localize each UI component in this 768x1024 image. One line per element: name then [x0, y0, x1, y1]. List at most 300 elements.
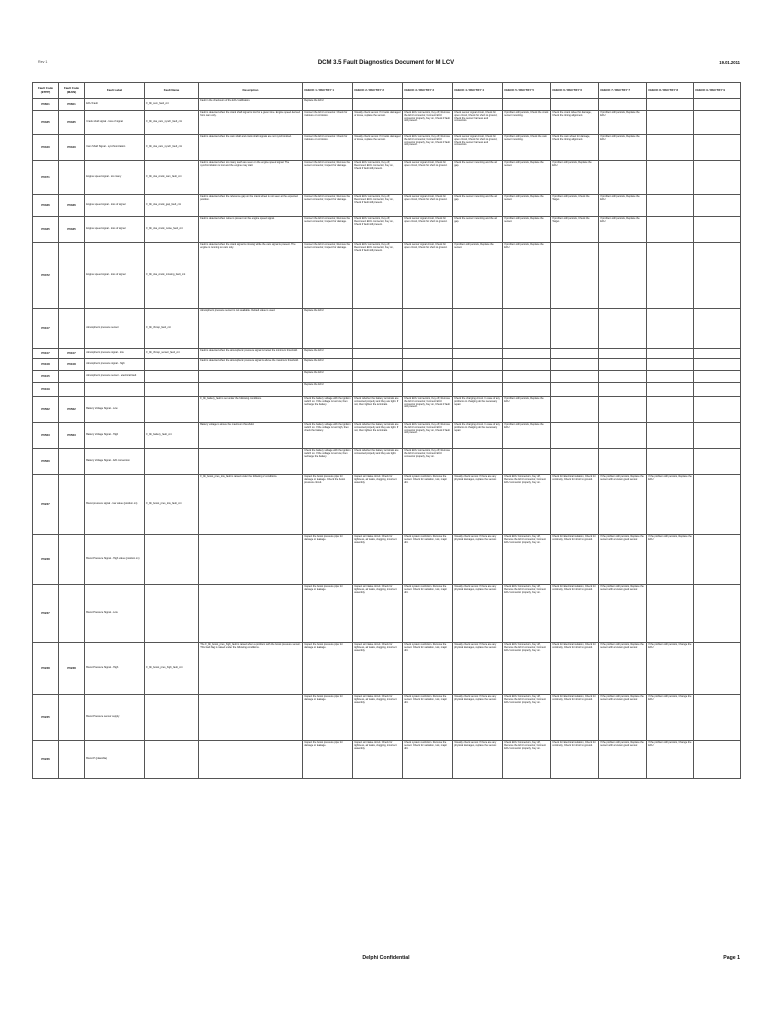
- table-row: [33, 161, 741, 195]
- confidential-label: Delphi Confidential: [362, 955, 410, 961]
- fault-code-etpp: P0236: [33, 741, 59, 779]
- check-9-cell: [694, 135, 741, 161]
- fault-description: Fault is detected when the atmospheric pressure signal is above the maximum threshold.: [199, 359, 303, 371]
- check-7-cell: [599, 371, 647, 383]
- col-check-5: CHECK 5 / RECTIFY 5: [503, 83, 551, 99]
- fault-description: Fault is detected when the atmospheric pressure signal is below the minimum threshold.: [199, 349, 303, 359]
- check-2-cell: Inspect air intake circuit. Check for tightness, air leaks, clogging, incorrect assembly.: [353, 535, 403, 585]
- check-9-cell: [694, 309, 741, 349]
- check-1-cell: Check the battery voltage with the ignition switch on. If the voltage is too high, then check the battery.: [303, 423, 353, 449]
- check-2-cell: [353, 383, 403, 397]
- check-2-cell: Check ECU connectors, Key off, Reconnect ECU connector, Key on, Check if fault still present.: [353, 195, 403, 217]
- fault-name: F_fdi_cka_crank_noise_fault_cnt: [145, 217, 199, 243]
- check-1-cell: Replace the ECU: [303, 359, 353, 371]
- check-5-cell: Check ECU Connectors, Key off, Remove the ECU connector, Connect ECU connector properly, Key on.: [503, 741, 551, 779]
- revision-label: Rev 1: [38, 60, 48, 64]
- check-7-cell: If problem still persists, Replace the ECU: [599, 195, 647, 217]
- check-2-cell: Check ECU connectors, Key off, Reconnect ECU connector, Key on, Check if fault still present.: [353, 217, 403, 243]
- check-4-cell: [453, 359, 503, 371]
- table-row: [33, 359, 741, 371]
- fault-label: Engine speed signal - loss of signal: [85, 243, 145, 309]
- check-8-cell: [647, 359, 694, 371]
- col-check-9: CHECK 9 / RECTIFY 9: [694, 83, 741, 99]
- check-5-cell: If problem still persists, Replace the sensor.: [503, 217, 551, 243]
- table-row: [33, 349, 741, 359]
- fault-code-main: P0335: [59, 111, 85, 135]
- table-row: [33, 475, 741, 535]
- fault-label: Engine speed signal - loss of signal: [85, 217, 145, 243]
- check-5-cell: Check ECU Connectors, Key off, Remove the ECU connector, Connect ECU connector properly, Key on.: [503, 585, 551, 643]
- fault-label: [85, 383, 145, 397]
- table-row: [33, 695, 741, 741]
- check-1-cell: Inspect the boost pressure pipe for damage or leakage.: [303, 695, 353, 741]
- check-3-cell: Check ECU connectors, Key off, Remove the ECU connector, Connect ECU connector properly, Key on, Check if fault still present.: [403, 397, 453, 423]
- fault-name: F_fdi_cka_cam_synch_fault_cnt: [145, 135, 199, 161]
- fault-description: Battery voltage is above the maximum threshold.: [199, 423, 303, 449]
- check-7-cell: [599, 99, 647, 111]
- check-5-cell: [503, 449, 551, 475]
- check-1-cell: Inspect the boost pressure pipe for damage or leakage.: [303, 585, 353, 643]
- check-3-cell: Check ECU connectors, Key off, Remove the ECU connector, Connect ECU connector properly, Key on, Check if fault still present.: [403, 135, 453, 161]
- check-1-cell: Inspect the boost pressure pipe for damage or leakage.: [303, 741, 353, 779]
- fault-description: Fault is detected when too many teeth are seen on the engine speed signal. The synchronization is lost and the engine may stall.: [199, 161, 303, 195]
- fault-code-main: P0335: [59, 217, 85, 243]
- check-9-cell: [694, 397, 741, 423]
- check-3-cell: [403, 371, 453, 383]
- check-4-cell: [453, 383, 503, 397]
- check-8-cell: [647, 449, 694, 475]
- fault-name: F_fdi_thmsp_sensor_fault_cnt: [145, 349, 199, 359]
- fault-name: F_fdi_cka_cam_synch_fault_cnt: [145, 111, 199, 135]
- fault-name: F_fdi_battery_fault_cnt: [145, 423, 199, 449]
- check-3-cell: Check system restriction. Remove the sensor. Check for variation, rust, major dirt.: [403, 741, 453, 779]
- fault-label: Boost Pressure sensor supply: [85, 695, 145, 741]
- check-6-cell: If problem still persists, Replace the ECU: [551, 161, 599, 195]
- check-9-cell: [694, 349, 741, 359]
- check-9-cell: [694, 475, 741, 535]
- check-5-cell: [503, 99, 551, 111]
- check-2-cell: Visually check sensor. If it looks damaged or loose, replace the sensor.: [353, 135, 403, 161]
- check-9-cell: [694, 217, 741, 243]
- check-8-cell: [647, 243, 694, 309]
- check-4-cell: Check the sensor mounting and the air gap.: [453, 195, 503, 217]
- check-3-cell: Check sensor signal circuit, Check for open circuit, Check for short to ground.: [403, 217, 453, 243]
- table-row: [33, 243, 741, 309]
- col-fault-label: Fault Label: [85, 83, 145, 99]
- check-9-cell: [694, 99, 741, 111]
- check-2-cell: Inspect air intake circuit. Check for tightness, air leaks, clogging, incorrect assembly.: [353, 741, 403, 779]
- fault-label: Atmospheric pressure signal - high: [85, 359, 145, 371]
- check-1-cell: Inspect the boost pressure pipe for damage or leakage.: [303, 643, 353, 695]
- check-5-cell: Check ECU Connectors, Key off, Remove the ECU connector, Connect ECU connector properly, Key on.: [503, 643, 551, 695]
- document-title: DCM 3.5 Fault Diagnostics Document for M LCV: [317, 60, 455, 66]
- fault-description: F_fdi_boost_pres_low_fault is raised under the following 2 conditions.: [199, 475, 303, 535]
- fault-description: F_fdi_battery_fault is set under the following conditions.: [199, 397, 303, 423]
- check-6-cell: [551, 309, 599, 349]
- check-9-cell: [694, 161, 741, 195]
- check-8-cell: [647, 217, 694, 243]
- check-4-cell: Visually check sensor. If there are any physical damages, replace the sensor.: [453, 585, 503, 643]
- fault-code-main: P0563: [59, 423, 85, 449]
- fault-code-etpp: P0372: [33, 243, 59, 309]
- check-1-cell: Connect the ECU connector, Remove the sensor connector, Inspect for damage.: [303, 243, 353, 309]
- fault-name: [145, 695, 199, 741]
- check-3-cell: Check ECU connectors, Key off, Remove the ECU connector, Connect ECU connector properly, Key on, Check if fault still present.: [403, 111, 453, 135]
- check-5-cell: [503, 359, 551, 371]
- fault-code-etpp: P0562: [33, 397, 59, 423]
- check-7-cell: If the problem still persists, Replace the sensor with a known good sensor.: [599, 643, 647, 695]
- fault-code-main: [59, 695, 85, 741]
- check-7-cell: If problem still persists, Replace the ECU: [599, 135, 647, 161]
- check-8-cell: [647, 349, 694, 359]
- check-1-cell: Connect the ECU connector. Check for moisture or corrosion.: [303, 111, 353, 135]
- check-6-cell: Check the cam wheel for damage, Check the timing alignment.: [551, 135, 599, 161]
- check-5-cell: [503, 309, 551, 349]
- check-6-cell: [551, 99, 599, 111]
- check-4-cell: Visually check sensor. If there are any physical damages, replace the sensor.: [453, 535, 503, 585]
- table-row: [33, 741, 741, 779]
- fault-code-etpp: P0560: [33, 449, 59, 475]
- check-9-cell: [694, 195, 741, 217]
- fault-description: [199, 695, 303, 741]
- check-4-cell: Visually check sensor. If there are any physical damages, replace the sensor.: [453, 695, 503, 741]
- check-4-cell: [453, 309, 503, 349]
- check-2-cell: Inspect air intake circuit. Check for tightness, air leaks, clogging, incorrect assembly.: [353, 695, 403, 741]
- check-3-cell: [403, 359, 453, 371]
- fault-label: Boost Pressure Signal - Low: [85, 585, 145, 643]
- fault-label: Battery Voltage Signal - Low: [85, 397, 145, 423]
- check-7-cell: If the problem still persists, Replace the sensor with a known good sensor.: [599, 535, 647, 585]
- fault-code-main: [59, 371, 85, 383]
- check-5-cell: If problem still persists, Replace the sensor.: [503, 161, 551, 195]
- check-1-cell: Connect the ECU connector, Remove the sensor connector, Inspect for damage.: [303, 195, 353, 217]
- table-row: [33, 371, 741, 383]
- fault-name: [145, 741, 199, 779]
- fault-code-main: [59, 585, 85, 643]
- fault-label: Engine speed signal - loss of signal: [85, 195, 145, 217]
- check-8-cell: [647, 585, 694, 643]
- check-3-cell: [403, 99, 453, 111]
- fault-description: Atmospheric pressure sensor is not available. Default value is used.: [199, 309, 303, 349]
- table-row: [33, 309, 741, 349]
- fault-label: Engine speed signal - too many: [85, 161, 145, 195]
- check-4-cell: Check the sensor mounting and the air gap.: [453, 161, 503, 195]
- check-2-cell: [353, 359, 403, 371]
- fault-label: Crank shaft signal - loss of signal: [85, 111, 145, 135]
- check-6-cell: [551, 359, 599, 371]
- fault-label: Boost Pressure Signal - High: [85, 643, 145, 695]
- col-check-4: CHECK 4 / RECTIFY 4: [453, 83, 503, 99]
- fault-code-main: P0340: [59, 135, 85, 161]
- table-row: [33, 99, 741, 111]
- check-7-cell: [599, 397, 647, 423]
- check-3-cell: Check system restriction. Remove the sensor. Check for variation, rust, major dirt.: [403, 585, 453, 643]
- col-check-6: CHECK 6 / RECTIFY 6: [551, 83, 599, 99]
- check-4-cell: [453, 349, 503, 359]
- check-6-cell: Check for Electrical isolation, Check for continuity, Check for short to ground.: [551, 695, 599, 741]
- fault-name: F_fdi_boost_pres_high_fault_cnt: [145, 643, 199, 695]
- fault-label: Boost pressure signal - low value (position on): [85, 475, 145, 535]
- fault-description: [199, 383, 303, 397]
- col-check-3: CHECK 3 / RECTIFY 3: [403, 83, 453, 99]
- col-fault-code-main: Fault Code (MAIN): [59, 83, 85, 99]
- col-check-8: CHECK 8 / RECTIFY 8: [647, 83, 694, 99]
- check-7-cell: If the problem still persists, Replace the sensor with a known good sensor.: [599, 475, 647, 535]
- table-row: [33, 195, 741, 217]
- table-row: [33, 217, 741, 243]
- check-9-cell: [694, 585, 741, 643]
- check-7-cell: If the problem still persists, Replace the sensor with a known good sensor.: [599, 585, 647, 643]
- check-5-cell: If problem still persists, Check the crank sensor mounting.: [503, 111, 551, 135]
- check-3-cell: [403, 349, 453, 359]
- check-6-cell: [551, 397, 599, 423]
- table-row: [33, 383, 741, 397]
- check-7-cell: [599, 161, 647, 195]
- check-2-cell: Check whether the battery terminals are connected properly and they are tight.: [353, 449, 403, 475]
- fault-name: [145, 449, 199, 475]
- check-8-cell: If the problem still persists, Replace the ECU: [647, 475, 694, 535]
- table-row: [33, 135, 741, 161]
- fault-name: F_fdi_sum_fault_cnt: [145, 99, 199, 111]
- col-fault-name: Fault Name: [145, 83, 199, 99]
- fault-label: Battery Voltage Signal - High: [85, 423, 145, 449]
- check-6-cell: If problem still persists, Check the Target.: [551, 217, 599, 243]
- check-3-cell: [403, 309, 453, 349]
- check-5-cell: Check ECU Connectors, Key off, Remove the ECU connector, Connect ECU connector properly, Key on.: [503, 475, 551, 535]
- fault-label: ECU Fault: [85, 99, 145, 111]
- check-9-cell: [694, 371, 741, 383]
- check-9-cell: [694, 695, 741, 741]
- fault-code-etpp: P0105: [33, 371, 59, 383]
- fault-description: Fault is detected when the crank shaft signal is lost for a given time. Engine speed derived from cam only.: [199, 111, 303, 135]
- check-7-cell: If problem still persists, Replace the ECU: [599, 111, 647, 135]
- col-check-1: CHECK 1 / RECTIFY 1: [303, 83, 353, 99]
- check-1-cell: Check the battery voltage with the ignition switch on. If the voltage is too low, then recharge the battery.: [303, 449, 353, 475]
- check-5-cell: If problem still persists, Replace the ECU: [503, 397, 551, 423]
- check-4-cell: Check sensor signal circuit, Check for open circuit, Check for short to ground, Check the sensor harness and connectors.: [453, 135, 503, 161]
- fault-code-main: [59, 449, 85, 475]
- table-row: [33, 111, 741, 135]
- check-5-cell: If problem still persists, Replace the sensor.: [503, 195, 551, 217]
- fault-description: [199, 371, 303, 383]
- table-row: [33, 585, 741, 643]
- fault-name: [145, 371, 199, 383]
- col-check-7: CHECK 7 / RECTIFY 7: [599, 83, 647, 99]
- check-1-cell: Connect the ECU connector, Remove the sensor connector, Inspect for damage.: [303, 217, 353, 243]
- fault-name: [145, 359, 199, 371]
- check-8-cell: If the problem still persists, Change the ECU: [647, 695, 694, 741]
- check-6-cell: [551, 423, 599, 449]
- check-7-cell: [599, 423, 647, 449]
- fault-label: Cam Shaft Signal - synchronization: [85, 135, 145, 161]
- check-2-cell: Inspect air intake circuit. Check for tightness, air leaks, clogging, incorrect assembly.: [353, 643, 403, 695]
- check-3-cell: Check system restriction. Remove the sensor. Check for variation, rust, major dirt.: [403, 695, 453, 741]
- fault-name: [145, 397, 199, 423]
- check-6-cell: Check the crank wheel for damage, Check the timing alignment.: [551, 111, 599, 135]
- check-3-cell: Check system restriction. Remove the sensor. Check for variation, rust, major dirt.: [403, 535, 453, 585]
- check-7-cell: [599, 243, 647, 309]
- fault-code-etpp: P0107: [33, 309, 59, 349]
- check-2-cell: Check ECU connectors, Key off, Reconnect ECU connector, Key on, Check if fault still present.: [353, 243, 403, 309]
- fault-code-main: P0107: [59, 349, 85, 359]
- check-3-cell: Check system restriction. Remove the sensor. Check for variation, rust, major dirt.: [403, 475, 453, 535]
- check-6-cell: [551, 349, 599, 359]
- fault-code-main: [59, 741, 85, 779]
- fault-code-etpp: P0336: [33, 195, 59, 217]
- fault-label: Atmospheric pressure sensor: [85, 309, 145, 349]
- fault-name: [145, 535, 199, 585]
- document-date: 19.01.2011: [719, 60, 740, 65]
- check-1-cell: Replace the ECU: [303, 309, 353, 349]
- check-5-cell: [503, 371, 551, 383]
- check-4-cell: Check sensor signal circuit, Check for open circuit, Check for short to ground, Check the sensor harness and connectors.: [453, 111, 503, 135]
- check-7-cell: [599, 309, 647, 349]
- check-4-cell: Check the sensor mounting and the air gap.: [453, 217, 503, 243]
- fault-code-main: [59, 475, 85, 535]
- fault-code-etpp: P0107: [33, 349, 59, 359]
- check-8-cell: [647, 99, 694, 111]
- fault-label: Atmospheric pressure sensor - electrical fault: [85, 371, 145, 383]
- check-7-cell: If problem still persists, Replace the ECU: [599, 217, 647, 243]
- check-4-cell: Check the charging circuit. In case of any problems in charging do the necessary repair.: [453, 397, 503, 423]
- fault-label: Boost P (plausible): [85, 741, 145, 779]
- check-5-cell: Check ECU Connectors, Key off, Remove the ECU connector, Connect ECU connector properly, Key on.: [503, 695, 551, 741]
- check-8-cell: [647, 135, 694, 161]
- check-7-cell: If the problem still persists, Replace the sensor with a known good sensor.: [599, 741, 647, 779]
- check-4-cell: [453, 371, 503, 383]
- fault-code-etpp: P0238: [33, 643, 59, 695]
- fault-description: Fault is detected when noise is present on the engine speed signal.: [199, 217, 303, 243]
- check-2-cell: Visually check sensor. If it looks damaged or loose, replace the sensor.: [353, 111, 403, 135]
- check-1-cell: Connect the ECU connector, Remove the sensor connector, Inspect for damage.: [303, 161, 353, 195]
- check-9-cell: [694, 741, 741, 779]
- check-8-cell: If the problem still persists, Change the ECU: [647, 741, 694, 779]
- fault-code-etpp: P0601: [33, 99, 59, 111]
- check-6-cell: Check for Electrical isolation, Check for continuity, Check for short to ground.: [551, 475, 599, 535]
- check-6-cell: Check for Electrical isolation, Check for continuity, Check for short to ground.: [551, 585, 599, 643]
- check-6-cell: Check for Electrical isolation, Check for continuity, Check for short to ground.: [551, 643, 599, 695]
- check-4-cell: Visually check sensor. If there are any physical damages, replace the sensor.: [453, 643, 503, 695]
- check-2-cell: Check whether the battery terminals are connected properly and they are tight. If not, then tighten the terminals.: [353, 397, 403, 423]
- fault-code-etpp: P0238: [33, 535, 59, 585]
- check-7-cell: If the problem still persists, Replace the sensor with a known good sensor.: [599, 695, 647, 741]
- col-description: Description: [199, 83, 303, 99]
- check-2-cell: [353, 99, 403, 111]
- check-7-cell: [599, 349, 647, 359]
- check-8-cell: [647, 383, 694, 397]
- check-5-cell: Check ECU Connectors, Key off, Remove the ECU connector, Connect ECU connector properly, Key on.: [503, 535, 551, 585]
- check-6-cell: [551, 383, 599, 397]
- check-9-cell: [694, 359, 741, 371]
- check-4-cell: Visually check sensor. If there are any physical damages, replace the sensor.: [453, 741, 503, 779]
- check-5-cell: If problem still persists, Replace the ECU: [503, 243, 551, 309]
- fault-code-etpp: P0109: [33, 383, 59, 397]
- check-6-cell: [551, 449, 599, 475]
- check-2-cell: [353, 371, 403, 383]
- fault-table: [32, 82, 741, 779]
- check-5-cell: If problem still persists, Replace the ECU: [503, 423, 551, 449]
- check-6-cell: [551, 243, 599, 309]
- fault-code-etpp: P0235: [33, 695, 59, 741]
- table-row: [33, 397, 741, 423]
- fault-name: [145, 585, 199, 643]
- check-2-cell: [353, 349, 403, 359]
- check-3-cell: Check system restriction. Remove the sensor. Check for variation, rust, major dirt.: [403, 643, 453, 695]
- check-8-cell: [647, 111, 694, 135]
- check-2-cell: Check ECU connectors, Key off, Reconnect ECU connector, Key on, Check if fault still present.: [353, 161, 403, 195]
- table-row: [33, 423, 741, 449]
- fault-code-main: [59, 535, 85, 585]
- fault-description: [199, 741, 303, 779]
- fault-code-main: [59, 383, 85, 397]
- check-9-cell: [694, 111, 741, 135]
- check-1-cell: Inspect the boost pressure pipe for damage or leakage. Check the boost pressure circuit.: [303, 475, 353, 535]
- fault-code-main: P0562: [59, 397, 85, 423]
- fault-code-main: P0336: [59, 195, 85, 217]
- fault-code-etpp: P0563: [33, 423, 59, 449]
- check-2-cell: Check whether the battery terminals are connected properly and they are tight. If not, then tighten the terminals.: [353, 423, 403, 449]
- fault-label: Battery Voltage Signal - A/D conversion: [85, 449, 145, 475]
- fault-code-main: P0601: [59, 99, 85, 111]
- check-8-cell: [647, 195, 694, 217]
- col-check-2: CHECK 2 / RECTIFY 2: [353, 83, 403, 99]
- check-9-cell: [694, 243, 741, 309]
- check-9-cell: [694, 535, 741, 585]
- check-4-cell: If problem still persists, Replace the sensor.: [453, 243, 503, 309]
- fault-description: Fault is detected when the crank signal is missing while the cam signal is present. The engine is running on cam only.: [199, 243, 303, 309]
- check-8-cell: [647, 397, 694, 423]
- fault-label: Boost Pressure Signal - High value (position on): [85, 535, 145, 585]
- fault-label: Atmospheric pressure signal - low: [85, 349, 145, 359]
- fault-name: F_fdi_cka_crank_missing_fault_cnt: [145, 243, 199, 309]
- fault-description: Fault is detected when the reference gap on the crank wheel is not seen at the expected position.: [199, 195, 303, 217]
- check-9-cell: [694, 383, 741, 397]
- check-6-cell: Check for Electrical isolation, Check for continuity, Check for short to ground.: [551, 535, 599, 585]
- check-4-cell: [453, 449, 503, 475]
- check-8-cell: If the problem still persists, Replace the ECU: [647, 535, 694, 585]
- check-9-cell: [694, 449, 741, 475]
- fault-name: F_fdi_thmsp_fault_cnt: [145, 309, 199, 349]
- fault-code-etpp: P0108: [33, 359, 59, 371]
- fault-code-main: [59, 243, 85, 309]
- fault-description: Fault is detected when the cam shaft and crank shaft signals are not synchronized.: [199, 135, 303, 161]
- fault-code-etpp: P0335: [33, 111, 59, 135]
- fault-code-etpp: P0335: [33, 217, 59, 243]
- check-9-cell: [694, 423, 741, 449]
- fault-description: Fault in the checksum of the ECU calibration.: [199, 99, 303, 111]
- fault-code-main: P0108: [59, 359, 85, 371]
- check-5-cell: [503, 383, 551, 397]
- check-8-cell: [647, 423, 694, 449]
- table-row: [33, 449, 741, 475]
- fault-description: [199, 449, 303, 475]
- check-3-cell: Check sensor signal circuit, Check for open circuit, Check for short to ground.: [403, 243, 453, 309]
- check-6-cell: If problem still persists, Check the Target.: [551, 195, 599, 217]
- check-1-cell: Replace the ECU: [303, 371, 353, 383]
- check-8-cell: [647, 371, 694, 383]
- check-7-cell: [599, 383, 647, 397]
- check-8-cell: [647, 161, 694, 195]
- check-3-cell: Check ECU connectors, Key off, Remove the ECU connector, Connect ECU connector properly, Key on, Check if fault still present.: [403, 423, 453, 449]
- fault-description: [199, 535, 303, 585]
- check-6-cell: [551, 371, 599, 383]
- check-1-cell: Connect the ECU connector. Check for moisture or corrosion.: [303, 135, 353, 161]
- check-2-cell: Inspect air intake circuit. Check for tightness, air leaks, clogging, incorrect assembly.: [353, 475, 403, 535]
- check-4-cell: Visually check sensor. If there are any physical damages, replace the sensor.: [453, 475, 503, 535]
- fault-name: F_fdi_cka_crank_cam_fault_cnt: [145, 161, 199, 195]
- document-footer: [32, 955, 740, 967]
- document-header: [32, 58, 740, 72]
